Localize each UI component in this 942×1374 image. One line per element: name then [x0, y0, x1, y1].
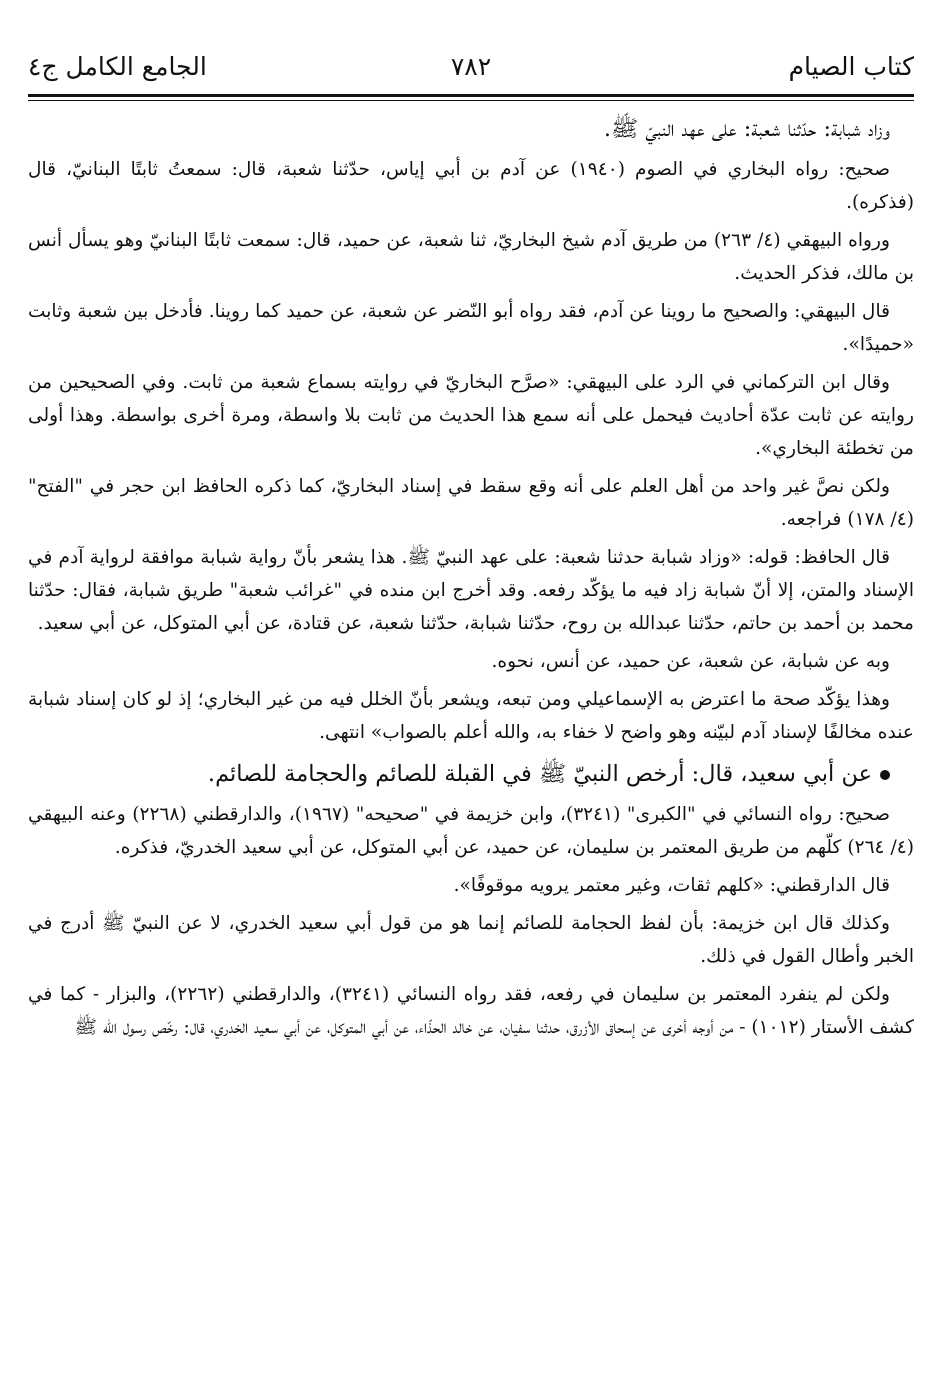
paragraph-text: وزاد شبابة: حدّثنا شعبة: على عهد النبيّ ﷺ.	[603, 116, 890, 142]
paragraph-text: صحيح: رواه النسائي في "الكبرى" (٣٢٤١)، وابن خزيمة في "صحيحه" (١٩٦٧)، والدارقطني (٢٢٦٨) وعنه البيهقي (٤/ ٢٦٤) كلّهم من طريق المعتمر بن سليمان، عن حميد، عن أبي المتوكل، عن أبي سعيد الخدريّ، فذكره.	[28, 804, 914, 858]
header-rule-thin	[28, 100, 914, 101]
paragraph-text: قال الدارقطني: «كلهم ثقات، وغير معتمر يرويه موقوفًا».	[453, 875, 890, 896]
book-page	[28, 48, 914, 1049]
paragraph-text: ورواه البيهقي (٤/ ٢٦٣) من طريق آدم شيخ البخاريّ، ثنا شعبة، عن حميد، قال: سمعت ثابتًا البنانيّ وهو يسأل أنس بن مالك، فذكر الحديث.	[28, 230, 914, 284]
paragraph	[28, 798, 914, 864]
paragraph	[28, 683, 914, 749]
paragraph-text: وكذلك قال ابن خزيمة: بأن لفظ الحجامة للصائم إنما هو من قول أبي سعيد الخدري، لا عن النبيّ ﷺ أدرج في الخبر وأطال القول في ذلك.	[28, 913, 914, 967]
paragraph-text: وبه عن شبابة، عن شعبة، عن حميد، عن أنس، نحوه.	[491, 651, 890, 672]
paragraph	[28, 978, 914, 1044]
paragraph	[28, 295, 914, 361]
book-title: كتاب الصيام	[788, 52, 914, 81]
paragraph	[28, 541, 914, 640]
paragraph	[28, 470, 914, 536]
paragraph-text: قال الحافظ: قوله: «وزاد شبابة حدثنا شعبة: على عهد النبيّ ﷺ. هذا يشعر بأنّ رواية شبابة موافقة لرواية آدم في الإسناد والمتن، إلا أنّ شبابة زاد فيه ما يؤكّد رفعه. وقد أخرج ابن منده في "غرائب شعبة" طريق شبابة، فقال: حدّثنا محمد بن أحمد بن حاتم، حدّثنا عبدالله بن روح، حدّثنا شبابة، حدّثنا شعبة، عن قتادة، عن أبي المتوكل، عن أبي سعيد.	[28, 547, 914, 634]
paragraph	[28, 645, 914, 678]
page-header	[28, 48, 914, 92]
paragraph-text: ولكن لم ينفرد المعتمر بن سليمان في رفعه، فقد رواه النسائي (٣٢٤١)، والدارقطني (٢٢٦٢)، والبزار - كما في كشف الأستار (١٠١٢) - من أوجه أخرى عن إسحاق الأزرق، حدثنا سفيان، عن خالد الحذّاء، عن أبي المتوكل، عن أبي سعيد الخدري، قال: رخّص رسول الله ﷺ	[28, 984, 914, 1038]
header-rule-thick	[28, 94, 914, 97]
paragraph-text: عن أبي سعيد، قال: أرخص النبيّ ﷺ في القبلة للصائم والحجامة للصائم.	[207, 761, 872, 787]
volume-label: الجامع الكامل ج٤	[28, 52, 207, 81]
paragraph-text: قال البيهقي: والصحيح ما روينا عن آدم، فقد رواه أبو النّضر عن شعبة، عن حميد كما روينا. فأدخل بين شعبة وثابت «حميدًا».	[28, 301, 914, 355]
paragraph	[28, 869, 914, 902]
page-body	[28, 109, 914, 1044]
paragraph	[28, 224, 914, 290]
paragraph	[28, 109, 914, 149]
paragraph	[28, 366, 914, 465]
paragraph-text: ولكن نصَّ غير واحد من أهل العلم على أنه وقع سقط في إسناد البخاريّ، كما ذكره الحافظ ابن حجر في "الفتح" (٤/ ١٧٨) فراجعه.	[28, 476, 914, 530]
page-number: ٧٨٢	[450, 52, 492, 81]
paragraph-text: وهذا يؤكّد صحة ما اعترض به الإسماعيلي ومن تبعه، ويشعر بأنّ الخلل فيه من غير البخاري؛ إذ لو كان إسناد شبابة عنده مخالفًا لإسناد آدم لبيّنه وهو واضح لا خفاء به، والله أعلم بالصواب» انتهى.	[28, 689, 914, 743]
paragraph	[28, 153, 914, 219]
paragraph-text: صحيح: رواه البخاري في الصوم (١٩٤٠) عن آدم بن أبي إياس، حدّثنا شعبة، قال: سمعتُ ثابتًا البنانيّ، قال (فذكره).	[28, 159, 914, 213]
paragraph	[28, 907, 914, 973]
bullet-dot-icon	[880, 770, 890, 780]
hadith-heading	[28, 754, 914, 794]
paragraph-text: وقال ابن التركماني في الرد على البيهقي: «صرَّح البخاريّ في روايته بسماع شعبة من ثابت. وفي الصحيحين من روايته عن ثابت عدّة أحاديث فيحمل على أنه سمع هذا الحديث من ثابت بلا واسطة، ومرة أخرى بواسطة. وهذا أولى من تخطئة البخاري».	[28, 372, 914, 459]
